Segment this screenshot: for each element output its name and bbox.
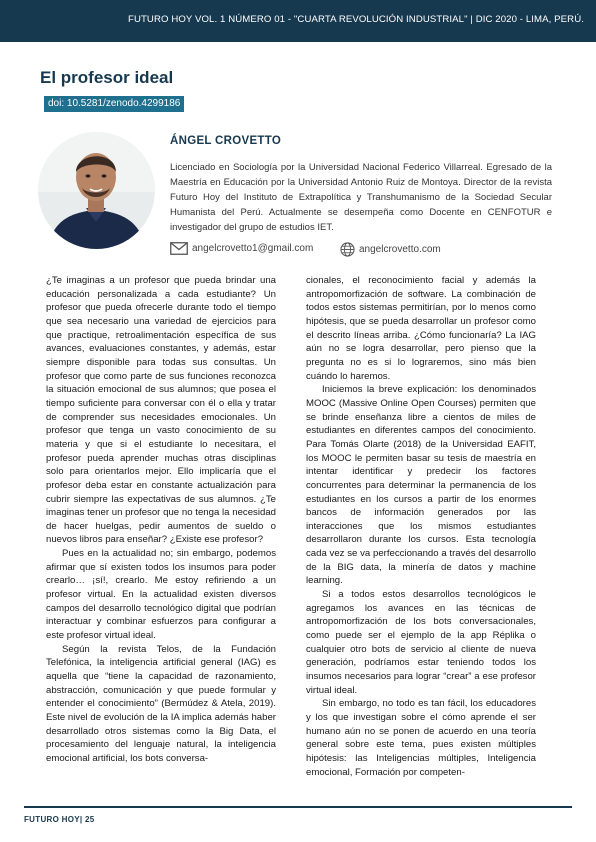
- author-email[interactable]: [170, 242, 313, 255]
- author-portrait-image: [38, 132, 155, 249]
- body-paragraph: Sin embargo, no todo es tan fácil, los educadores y los que investigan sobre el cómo aprende el ser humano aún no se ponen de acuerdo en una teoría general sobre este tema, pues existen múltiples hipótesis: las Inteligencias múltiples, Inteligencia emocional, Formación por competen-: [306, 698, 536, 778]
- body-paragraph: Pues en la actualidad no; sin embargo, podemos afirmar que sí existen todos los insumos para poder crearlo… ¡sí!, crearlo. Me estoy refiriendo a un profesor virtual. En la actualidad existen diversos campos del desarrollo tecnológico digital que podrían interactuar y combinar esfuerzos para configurar a este profesor virtual ideal.: [46, 548, 276, 642]
- article-body-left-column: [46, 274, 276, 766]
- email-text[interactable]: angelcrovetto1@gmail.com: [192, 243, 314, 254]
- body-paragraph: Según la revista Telos, de la Fundación Telefónica, la inteligencia artificial general (IAG) es aquella que “tiene la capacidad de razonamiento, abstracción, comunicación y que puede formular y entender el conocimiento” (Bermúdez & Atela, 2019). Este nivel de evolución de la IA implica además haber desarrollado otros sistemas como la Big Data, el procesamiento del lenguaje natural, la inteligencia emocional artificial, los bots conversa-: [46, 643, 276, 764]
- journal-header-text: FUTURO HOY VOL. 1 NÚMERO 01 - "CUARTA REVOLUCIÓN INDUSTRIAL" | DIC 2020 - LIMA, PERÚ.: [127, 14, 584, 25]
- envelope-icon: [170, 242, 188, 255]
- footer-divider: [24, 806, 572, 808]
- globe-icon: [340, 242, 355, 257]
- page-footer: FUTURO HOY| 25: [24, 815, 95, 824]
- body-paragraph: Si a todos estos desarrollos tecnológicos le agregamos los avances en las técnicas de antropomorfización de los bots conversacionales, como puede ser el ejemplo de la app Réplika o cualquier otro bots de servicio al cliente de nueva generación, podríamos estar teniendo todos los insumos necesarios para lograr “crear” a ese profesor virtual ideal.: [306, 589, 536, 696]
- body-paragraph: Iniciemos la breve explicación: los denominados MOOC (Massive Online Open Courses) permiten que se brinde enseñanza libre a cientos de miles de estudiantes en diferentes campos del conocimiento. Para Tomás Olarte (2018) de la Universidad EAFIT, los MOOC le permiten basar su tesis de maestría en intentar identificar y predecir los factores concurrentes para determinar la permanencia de los estudiantes en los cursos a partir de los enormes bancos de información generados por las interacciones que los mismos estudiantes desarrollaron durante los cursos. Esta tecnología cada vez se va perfeccionando a través del desarrollo de la BIG data, la minería de datos y machine learning.: [306, 384, 536, 587]
- author-name: ÁNGEL CROVETTO: [170, 135, 282, 147]
- website-text[interactable]: angelcrovetto.com: [359, 244, 441, 255]
- author-bio: Licenciado en Sociología por la Universidad Nacional Federico Villarreal. Egresado de la Maestría en Educación por la Universidad Antonio Ruiz de Montoya. Director de la revista Futuro Hoy del Instituto de Extrapolítica y Transhumanismo de la Sociedad Secular Humanista del Perú. Actualmente se desempeña como Docente en CENFOTUR e investigador del grupo de estudios IET.: [170, 162, 552, 233]
- article-title: El profesor ideal: [40, 68, 174, 87]
- article-body-right-column: [306, 274, 536, 779]
- author-photo: [38, 132, 155, 249]
- author-website[interactable]: [340, 242, 441, 257]
- body-paragraph: ¿Te imaginas a un profesor que pueda brindar una educación personalizada a cada estudiante? Un profesor que pueda ofrecerle durante todo el tiempo que sea necesario una variedad de ejercicios para que practique, retroalimentación específica de sus avances, evaluaciones constantes, y además, estar siempre disponible para todas sus consultas. Un profesor que como parte de sus funciones reconozca la situación emocional de sus alumnos; que posea el tiempo suficiente para conversar con él o ella y tratar de comprender sus necesidades emocionales. Un profesor que tenga un vasto conocimiento de su materia y que si el estudiante lo necesitara, el profesor pueda aprender muchas otras disciplinas solo para orientarlos mejor. Ello implicaría que el profesor deba estar en constante actualización para cubrir siempre las expectativas de sus alumnos. ¿Te imaginas tener un profesor que no tenga la necesidad de hacer huelgas, pedir aumentos de sueldo o nuevos libros para enseñar? ¿Existe ese profesor?: [46, 275, 276, 546]
- header-bar: [0, 0, 596, 42]
- body-paragraph: cionales, el reconocimiento facial y además la antropomorfización de software. La combinación de todos estos sistemas permitirían, por lo menos como hipótesis, que se pueda desarrollar un profesor como el descrito líneas arriba. ¿Cómo funcionaría? La IAG aún no se logra desarrollar, pero pienso que la pregunta no es si lo lograremos, sino más bien cuándo lo haremos.: [306, 275, 536, 382]
- doi-badge[interactable]: doi: 10.5281/zenodo.4299186: [44, 96, 184, 112]
